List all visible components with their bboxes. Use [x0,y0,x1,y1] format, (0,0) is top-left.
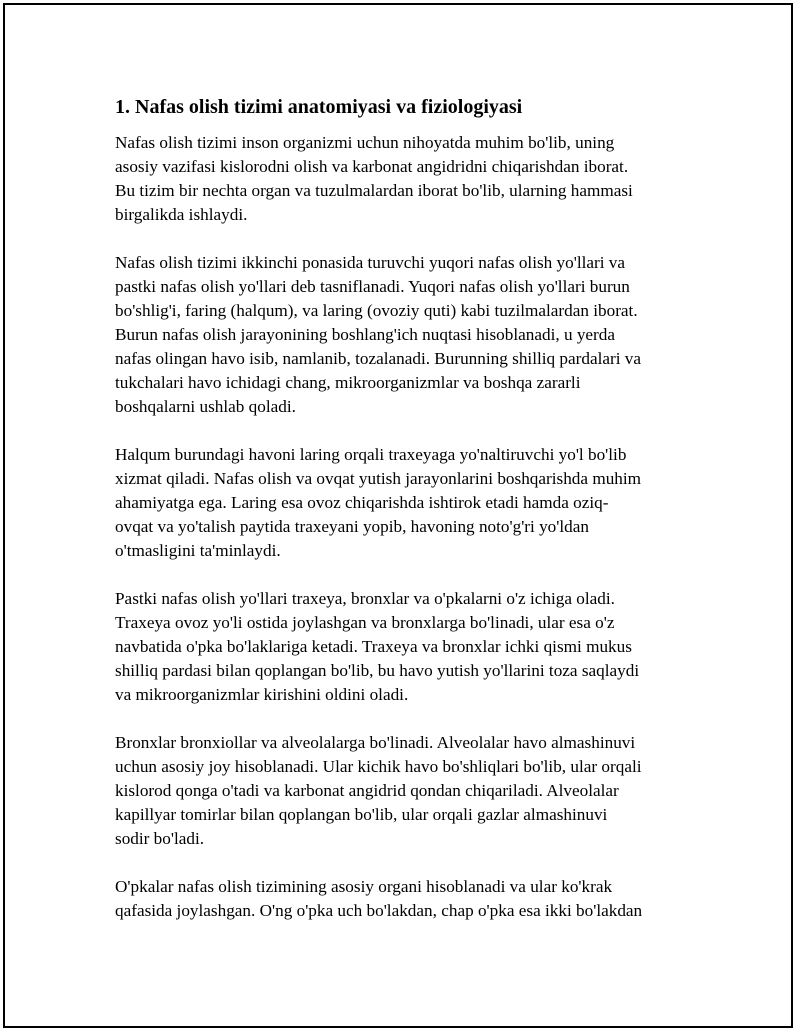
text-line: pastki nafas olish yo'llari deb tasniflanadi. Yuqori nafas olish yo'llari burun [115,277,630,296]
text-line: uchun asosiy joy hisoblanadi. Ular kichik havo bo'shliqlari bo'lib, ular orqali [115,757,642,776]
section-heading: 1. Nafas olish tizimi anatomiyasi va fiziologiyasi [115,96,523,118]
text-line: O'pkalar nafas olish tizimining asosiy organi hisoblanadi va ular ko'krak [115,877,613,896]
text-line: bo'shlig'i, faring (halqum), va laring (ovoziy quti) kabi tuzilmalardan iborat. [115,301,638,320]
text-line: shilliq pardasi bilan qoplangan bo'lib, bu havo yutish yo'llarini toza saqlaydi [115,661,640,680]
text-line: asosiy vazifasi kislorodni olish va karbonat angidridni chiqarishdan iborat. [115,157,629,176]
text-line: ahamiyatga ega. Laring esa ovoz chiqarishda ishtirok etadi hamda oziq- [115,493,609,512]
paragraph-6 [115,875,685,923]
text-line: Bu tizim bir nechta organ va tuzulmalardan iborat bo'lib, ularning hammasi [115,181,633,200]
paragraph-4 [115,587,685,707]
text-line: xizmat qiladi. Nafas olish va ovqat yutish jarayonlarini boshqarishda muhim [115,469,642,488]
text-line: Pastki nafas olish yo'llari traxeya, bronxlar va o'pkalarni o'z ichiga oladi. [115,589,615,608]
text-line: kislorod qonga o'tadi va karbonat angidrid qondan chiqariladi. Alveolalar [115,781,619,800]
text-line: navbatida o'pka bo'laklariga ketadi. Traxeya va bronxlar ichki qismi mukus [115,637,632,656]
paragraph-2 [115,251,685,419]
text-line: tukchalari havo ichidagi chang, mikroorganizmlar va boshqa zararli [115,373,581,392]
paragraph-3 [115,443,685,563]
text-line: Bronxlar bronxiollar va alveolalarga bo'linadi. Alveolalar havo almashinuvi [115,733,636,752]
text-line: Nafas olish tizimi ikkinchi ponasida turuvchi yuqori nafas olish yo'llari va [115,253,626,272]
text-line: Traxeya ovoz yo'li ostida joylashgan va bronxlarga bo'linadi, ular esa o'z [115,613,615,632]
paragraph-1 [115,131,685,227]
paragraph-5 [115,731,685,851]
text-line: boshqalarni ushlab qoladi. [115,397,296,416]
text-line: Halqum burundagi havoni laring orqali traxeyaga yo'naltiruvchi yo'l bo'lib [115,445,627,464]
text-line: sodir bo'ladi. [115,829,205,848]
text-line: Nafas olish tizimi inson organizmi uchun nihoyatda muhim bo'lib, uning [115,133,615,152]
document-body [115,94,685,947]
text-line: kapillyar tomirlar bilan qoplangan bo'lib, ular orqali gazlar almashinuvi [115,805,608,824]
text-line: va mikroorganizmlar kirishini oldini oladi. [115,685,409,704]
text-line: o'tmasligini ta'minlaydi. [115,541,281,560]
text-line: qafasida joylashgan. O'ng o'pka uch bo'lakdan, chap o'pka esa ikki bo'lakdan [115,901,643,920]
text-line: nafas olingan havo isib, namlanib, tozalanadi. Burunning shilliq pardalari va [115,349,641,368]
text-line: birgalikda ishlaydi. [115,205,248,224]
text-line: Burun nafas olish jarayonining boshlang'ich nuqtasi hisoblanadi, u yerda [115,325,616,344]
text-line: ovqat va yo'talish paytida traxeyani yopib, havoning noto'g'ri yo'ldan [115,517,589,536]
